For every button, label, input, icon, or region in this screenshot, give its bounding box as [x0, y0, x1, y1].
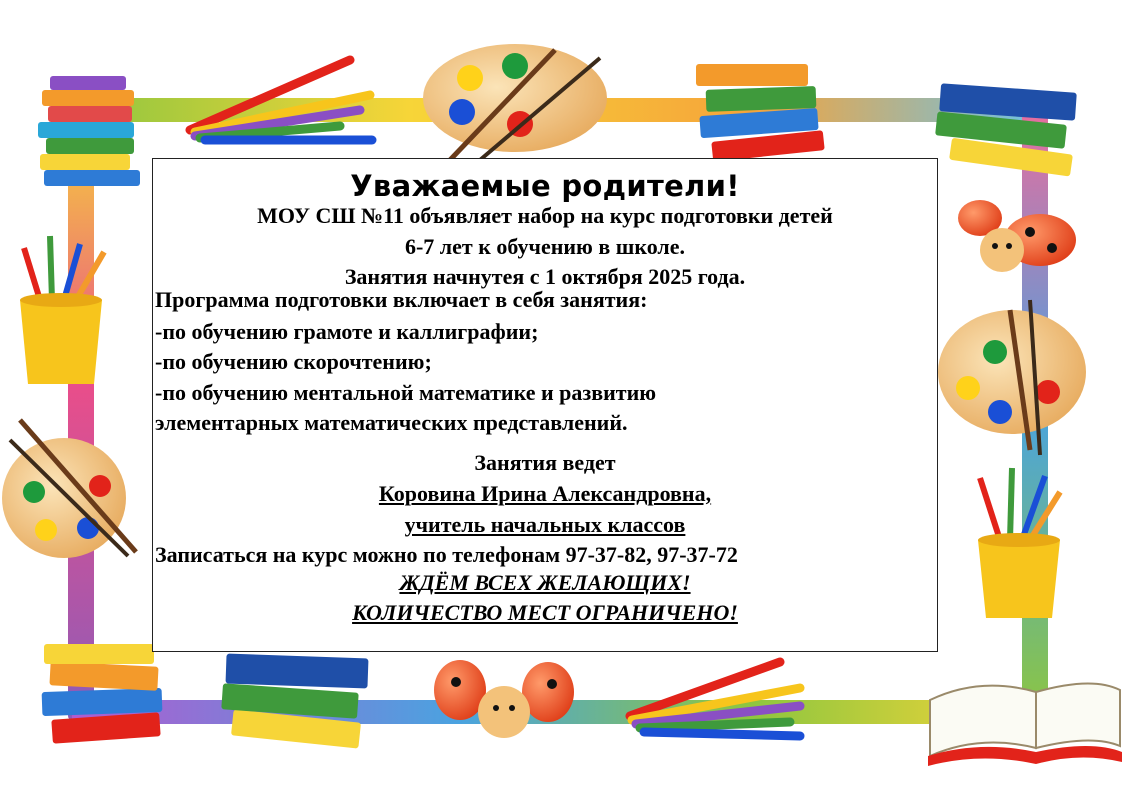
closing-welcome: ЖДЁМ ВСЕХ ЖЕЛАЮЩИХ!: [399, 570, 691, 595]
pencils-icon: [630, 662, 800, 736]
announcement-line: МОУ СШ №11 объявляет набор на курс подготовки детей: [257, 203, 833, 228]
teacher-name: Коровина Ирина Александровна,: [378, 481, 712, 506]
paint-palette-icon: [423, 44, 607, 160]
program-item: элементарных математических представлений.: [155, 410, 628, 435]
open-book-icon: [928, 683, 1122, 766]
ladybug-icon: [434, 660, 574, 738]
closing-limited: КОЛИЧЕСТВО МЕСТ ОГРАНИЧЕНО!: [352, 600, 738, 625]
program-item: -по обучению грамоте и каллиграфии;: [155, 319, 539, 344]
paint-palette-icon: [938, 300, 1086, 455]
book-stack-icon: [221, 654, 368, 749]
program-item: -по обучению скорочтению;: [155, 349, 432, 374]
flyer-title: Уважаемые родители!: [350, 169, 740, 203]
teacher-intro: Занятия ведет: [474, 450, 616, 475]
book-stack-icon: [38, 76, 140, 186]
enroll-phones: Записаться на курс можно по телефонам 97-37-82, 97-37-72: [155, 542, 738, 567]
announcement-box: [152, 158, 938, 652]
announcement-line: 6-7 лет к обучению в школе.: [404, 234, 686, 259]
book-stack-icon: [935, 83, 1077, 176]
program-intro: Программа подготовки включает в себя занятия:: [155, 287, 648, 312]
book-stack-icon: [42, 644, 163, 744]
program-item: -по обучению ментальной математике и развитию: [155, 380, 657, 405]
announcement-line: Занятия начнутея с 1 октября 2025 года.: [344, 264, 746, 289]
paint-palette-icon: [2, 420, 136, 558]
teacher-role: учитель начальных классов: [404, 512, 686, 537]
ladybug-icon: [958, 200, 1076, 272]
